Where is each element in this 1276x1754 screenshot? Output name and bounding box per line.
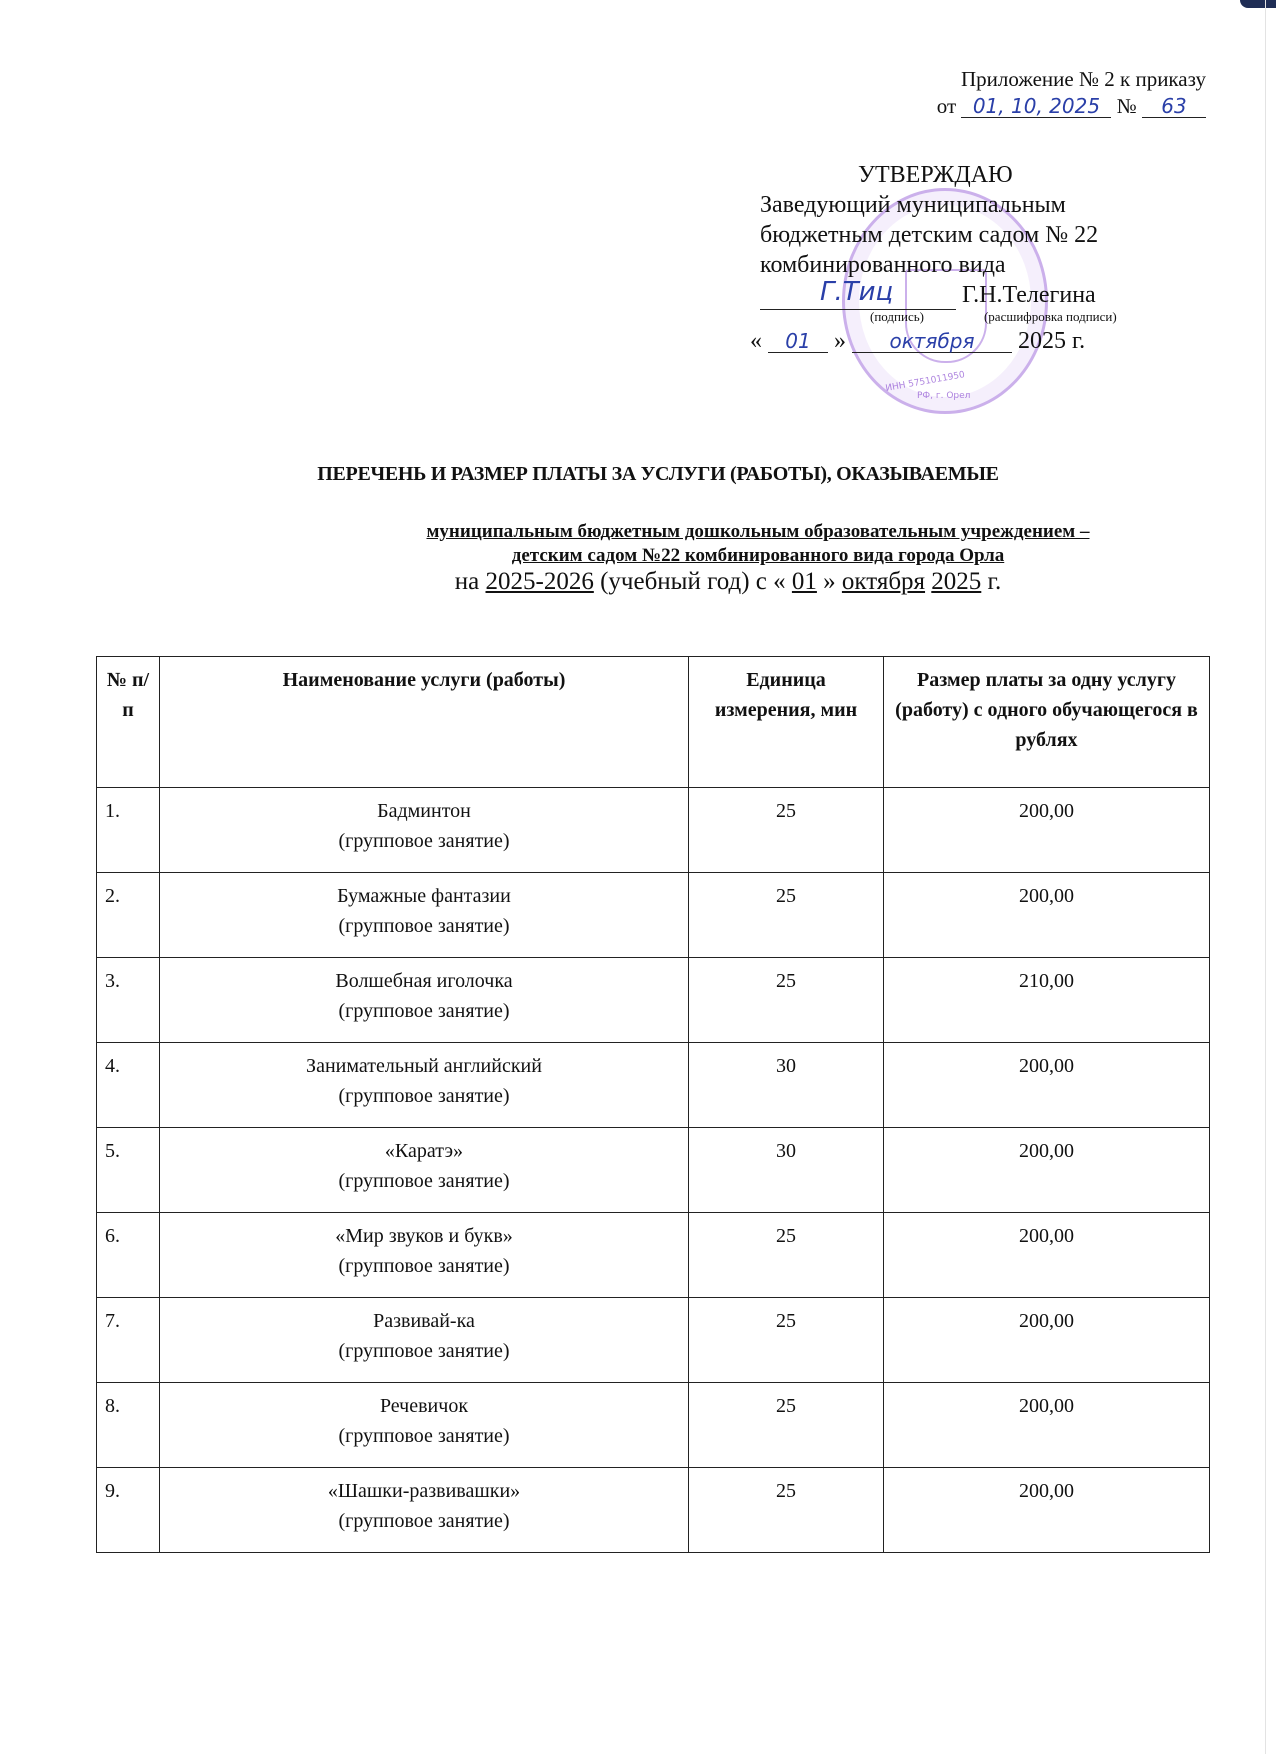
row-service — [160, 958, 689, 1043]
header-unit: Единица измерения, мин — [689, 657, 884, 788]
service-name: Волшебная иголочка — [335, 970, 513, 992]
document-title: ПЕРЕЧЕНЬ И РАЗМЕР ПЛАТЫ ЗА УСЛУГИ (РАБОТЫ), ОКАЗЫВАЕМЫЕ — [317, 463, 999, 485]
row-price: 210,00 — [884, 958, 1210, 1043]
row-number: 9. — [97, 1468, 160, 1553]
row-service — [160, 1043, 689, 1128]
row-number: 6. — [97, 1213, 160, 1298]
approval-day-handwritten: 01 — [768, 330, 828, 353]
signature-handwritten: Г.Тиц — [820, 277, 894, 307]
row-price: 200,00 — [884, 1213, 1210, 1298]
row-service — [160, 873, 689, 958]
table-row — [97, 1043, 1210, 1128]
row-service — [160, 1383, 689, 1468]
period-prefix: на — [454, 568, 480, 595]
header-service-name: Наименование услуги (работы) — [160, 657, 689, 788]
row-unit: 25 — [689, 958, 884, 1043]
header-price: Размер платы за одну услугу (работу) с одного обучающегося в рублях — [884, 657, 1210, 788]
table-row — [97, 1383, 1210, 1468]
approval-year: 2025 г. — [1018, 328, 1086, 354]
open-quote: « — [750, 328, 762, 354]
row-number: 3. — [97, 958, 160, 1043]
table-row — [97, 1128, 1210, 1213]
period-years: 2025-2026 — [485, 568, 594, 595]
service-name: Занимательный английский — [306, 1055, 542, 1077]
close-quote: » — [834, 328, 846, 354]
approval-month-handwritten: октября — [852, 330, 1012, 353]
period-suffix: г. — [987, 568, 1002, 595]
approver-position-line: бюджетным детским садом № 22 — [760, 222, 1099, 248]
service-name: Бадминтон — [377, 800, 471, 822]
row-price: 200,00 — [884, 1468, 1210, 1553]
row-service — [160, 1213, 689, 1298]
approval-title: УТВЕРЖДАЮ — [858, 162, 1013, 188]
approver-position-line: комбинированного вида — [760, 252, 1006, 278]
services-price-table — [96, 656, 1210, 1553]
scan-corner-mark — [1240, 0, 1276, 8]
header-number: № п/ п — [97, 657, 160, 788]
scan-edge-line — [1265, 0, 1266, 1754]
row-number: 2. — [97, 873, 160, 958]
service-name: Развивай-ка — [373, 1310, 475, 1332]
row-number: 1. — [97, 788, 160, 873]
appendix-line: Приложение № 2 к приказу — [961, 67, 1206, 91]
service-type: (групповое занятие) — [338, 1255, 510, 1277]
row-service — [160, 788, 689, 873]
row-price: 200,00 — [884, 788, 1210, 873]
table-row — [97, 958, 1210, 1043]
service-name: Речевичок — [379, 1395, 469, 1417]
service-type: (групповое занятие) — [338, 1425, 510, 1447]
stamp-inn: ИНН 5751011950 — [884, 370, 966, 394]
table-header-row — [97, 657, 1210, 788]
approval-block — [750, 160, 1117, 356]
order-number-handwritten: 63 — [1142, 95, 1206, 118]
signature-line — [760, 277, 1117, 310]
signer-name: Г.Н.Телегина — [962, 282, 1096, 308]
decode-caption: (расшифровка подписи) — [983, 309, 1117, 324]
row-unit: 30 — [689, 1128, 884, 1213]
row-number: 5. — [97, 1128, 160, 1213]
row-price: 200,00 — [884, 1298, 1210, 1383]
row-service — [160, 1298, 689, 1383]
row-unit: 25 — [689, 1213, 884, 1298]
signature-field — [760, 277, 956, 310]
row-unit: 25 — [689, 1383, 884, 1468]
period-close-quote: » — [823, 568, 836, 595]
row-unit: 25 — [689, 1468, 884, 1553]
service-name: Бумажные фантазии — [337, 885, 511, 907]
approval-date — [750, 326, 1117, 356]
row-price: 200,00 — [884, 1383, 1210, 1468]
row-price: 200,00 — [884, 1043, 1210, 1128]
service-name: «Каратэ» — [384, 1140, 464, 1162]
document-period — [0, 568, 1276, 596]
order-date-handwritten: 01, 10, 2025 — [961, 95, 1111, 118]
table-row — [97, 873, 1210, 958]
subtitle-line-1: муниципальным бюджетным дошкольным образовательным учреждением – — [426, 521, 1090, 542]
row-unit: 25 — [689, 788, 884, 873]
signature-caption: (подпись) — [870, 309, 924, 324]
row-service — [160, 1128, 689, 1213]
row-number: 7. — [97, 1298, 160, 1383]
period-mid: (учебный год) с « — [600, 568, 786, 595]
subtitle-line-2: детским садом №22 комбинированного вида города Орла — [511, 545, 1005, 566]
row-unit: 25 — [689, 873, 884, 958]
row-price: 200,00 — [884, 873, 1210, 958]
service-type: (групповое занятие) — [338, 915, 510, 937]
service-type: (групповое занятие) — [338, 1170, 510, 1192]
service-name: «Шашки-развивашки» — [327, 1480, 521, 1502]
approver-position-line: Заведующий муниципальным — [760, 192, 1066, 218]
row-number: 4. — [97, 1043, 160, 1128]
row-price: 200,00 — [884, 1128, 1210, 1213]
signature-captions — [760, 310, 1117, 324]
table-row — [97, 1298, 1210, 1383]
row-number: 8. — [97, 1383, 160, 1468]
order-number-label: № — [1116, 94, 1137, 118]
service-type: (групповое занятие) — [338, 1340, 510, 1362]
table-row — [97, 1468, 1210, 1553]
row-service — [160, 1468, 689, 1553]
period-day: 01 — [791, 568, 817, 595]
row-unit: 25 — [689, 1298, 884, 1383]
order-from-label: от — [936, 94, 957, 118]
stamp-city: РФ, г. Орел — [917, 391, 971, 401]
order-date-line — [937, 93, 1206, 120]
period-month: октября — [841, 568, 926, 595]
period-year: 2025 — [931, 568, 982, 595]
service-type: (групповое занятие) — [338, 830, 510, 852]
row-unit: 30 — [689, 1043, 884, 1128]
service-name: «Мир звуков и букв» — [335, 1225, 513, 1247]
service-type: (групповое занятие) — [338, 1085, 510, 1107]
service-type: (групповое занятие) — [338, 1000, 510, 1022]
appendix-reference — [937, 66, 1206, 120]
service-type: (групповое занятие) — [338, 1510, 510, 1532]
table-row — [97, 1213, 1210, 1298]
table-row — [97, 788, 1210, 873]
document-subtitle — [0, 520, 1276, 568]
